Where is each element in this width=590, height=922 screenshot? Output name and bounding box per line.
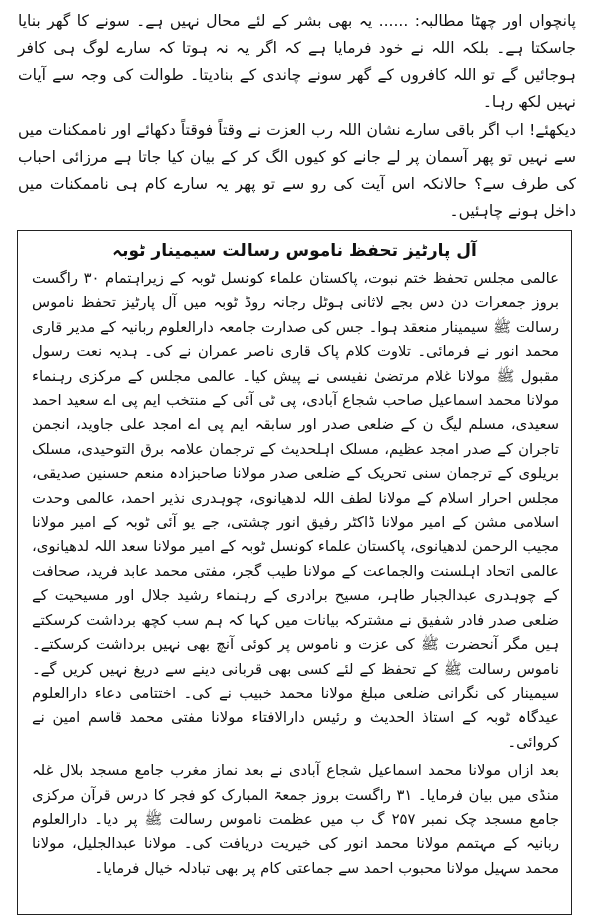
intro-paragraph-demands: پانچواں اور چھٹا مطالبہ: ...... یہ بھی بشر کے لئے محال نہیں ہے۔ سونے کا گھر بنایا جاسکتا ہے۔ بلکہ اللہ نے خود فرمایا ہے کہ اگر یہ نہ ہوتا کہ سارے لوگ ہی کافر ہوجائیں گے تو اللہ کافروں کے گھر سونے چاندی کے بنادیتا۔ طوالت کی وجہ سے آیات نہیں لکھ رہا۔ <box>18 12 576 111</box>
seminar-news-paragraph-followup: بعد ازاں مولانا محمد اسماعیل شجاع آبادی نے بعد نماز مغرب جامع مسجد بلال غلہ منڈی میں بیان فرمایا۔ ۳۱ راگست بروز جمعۃ المبارک کو فجر کا درس قرآن مرکزی جامع مسجد چک نمبر ۲۵۷ گ ب میں عظمت ناموس رسالت ﷺ پر دیا۔ دارالعلوم ربانیہ کے مہتمم مولانا محمد انور کی خیریت دریافت کی۔ مولانا عبدالجلیل، مولانا محمد سہیل مولانا محبوب احمد سے جماعتی کام پر بھی تبادلہ خیال فرمایا۔ <box>32 762 560 877</box>
seminar-news-box <box>17 230 572 915</box>
seminar-news-title: آل پارٹیز تحفظ ناموس رسالت سیمینار ٹوبہ <box>112 241 477 261</box>
seminar-news-paragraph-main: عالمی مجلس تحفظ ختم نبوت، پاکستان علماء کونسل ٹوبہ کے زیراہتمام ۳۰ راگست بروز جمعرات دن دس بجے لاثانی ہوٹل رجانہ روڈ ٹوبہ میں آل پارٹیز تحفظ ناموس رسالت ﷺ سیمینار منعقد ہوا۔ جس کی صدارت جامعہ دارالعلوم ربانیہ کے مدیر قاری محمد انور نے فرمائی۔ تلاوت کلام پاک قاری ناصر عمران نے کی۔ ہدیہ نعت رسول مقبول ﷺ مولانا غلام مرتضیٰ نفیسی نے پیش کیا۔ عالمی مجلس کے مرکزی رہنماء مولانا محمد اسماعیل صاحب شجاع آبادی، پی ٹی آئی کے منتخب ایم پی اے سعید احمد سعیدی، مسلم لیگ ن کے ضلعی صدر اور سابقہ ایم پی اے امجد علی جاوید، انجمن تاجران کے صدر امجد عظیم، مسلک اہلحدیث کے ترجمان علامہ برق التوحیدی، مسلک بریلوی کے ترجمان سنی تحریک کے ضلعی صدر مولانا صاحبزادہ منعم حسنین صدیقی، مجلس احرار اسلام کے مولانا لطف اللہ لدھیانوی، چوہدری نذیر احمد، عالمی وحدت اسلامی مشن کے امیر مولانا ڈاکٹر رفیق انور چشتی، جے یو آئی ٹوبہ کے امیر مولانا مجیب الرحمن لدھیانوی، پاکستان علماء کونسل ٹوبہ کے امیر مولانا سعد اللہ لدھیانوی، عالمی اتحاد اہلسنت والجماعت کے مولانا طیب گجر، مفتی محمد عابد فرید، صحافت کے چوہدری عبدالجبار طاہر، مسیح برادری کے رہنماء رشید جلال اور مسیحیت کے ضلعی صدر فادر شفیق نے مشترکہ بیانات میں کہا کہ ہم سب کچھ برداشت کرسکتے ہیں مگر آنحضرت ﷺ کی عزت و ناموس پر کوئی آنچ بھی نہیں برداشت کرسکتے۔ ناموس رسالت ﷺ کے تحفظ کے لئے کسی بھی قربانی دینے سے دریغ نہیں کریں گے۔ سیمینار کی نگرانی ضلعی مبلغ مولانا محمد خبیب نے کی۔ اختتامی دعاء دارالعلوم عیدگاہ ٹوبہ کے استاذ الحدیث و رئیس دارالافتاء مولانا مفتی محمد قاسم امین نے کروائی۔ <box>32 270 559 751</box>
intro-paragraph-signs: دیکھئے! اب اگر باقی سارے نشان اللہ رب العزت نے وقتاً فوقتاً دکھائے اور ناممکنات میں سے نہیں تو پھر آسمان پر لے جانے کو کیوں الگ کر کے بیان کیا جاتا ہے مرزائی احباب کی طرف سے؟ حالانکہ اس آیت کی رو سے تو پھر یہ سارے کام ہی ناممکنات میں داخل ہونے چاہئیں۔ <box>18 121 576 220</box>
